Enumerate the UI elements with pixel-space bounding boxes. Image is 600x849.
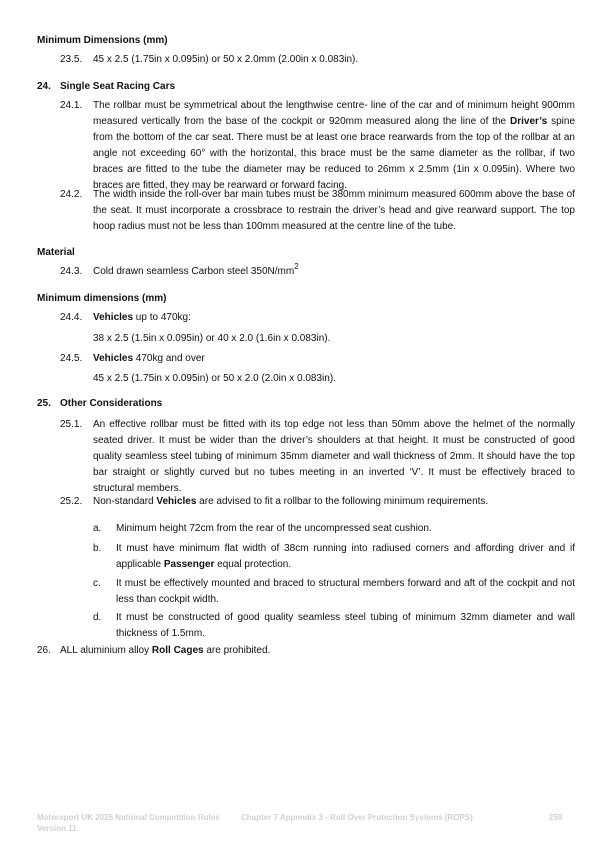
item-text-24-1	[93, 98, 575, 194]
text-part: are advised to fit a rollbar to the following minimum requirements.	[196, 496, 489, 507]
bold-term-vehicles: Vehicles	[93, 312, 134, 323]
heading-material: Material	[37, 247, 75, 258]
bold-term-vehicles: Vehicles	[93, 353, 134, 364]
item-number-24-4: 24.4.	[60, 312, 83, 323]
text-part: up to 470kg:	[133, 312, 191, 323]
item-number-24-1: 24.1.	[60, 100, 83, 111]
bold-term-roll-cages: Roll Cages	[151, 645, 204, 656]
footer-chapter-title: Chapter 7 Appendix 3 - Roll Over Protection Systems (ROPS)	[241, 813, 473, 822]
item-detail-24-4: 38 x 2.5 (1.5in x 0.095in) or 40 x 2.0 (1.6in x 0.083in).	[93, 333, 331, 344]
sub-item-letter-d: d.	[93, 612, 102, 623]
text-part: 470kg and over	[133, 353, 205, 364]
heading-minimum-dimensions: Minimum Dimensions (mm)	[37, 35, 168, 46]
section-title-24: Single Seat Racing Cars	[60, 81, 176, 92]
text-part: Non-standard	[93, 496, 157, 507]
bold-term-vehicles: Vehicles	[156, 496, 197, 507]
sub-item-letter-c: c.	[93, 578, 101, 589]
item-text-24-3	[93, 264, 575, 280]
item-number-24-2: 24.2.	[60, 189, 83, 200]
item-number-25-1: 25.1.	[60, 419, 83, 430]
item-detail-24-5: 45 x 2.5 (1.75in x 0.095in) or 50 x 2.0 (2.0in x 0.083in).	[93, 373, 336, 384]
bold-term-passenger: Passenger	[163, 559, 215, 570]
text-part: Cold drawn seamless Carbon steel 350N/mm	[93, 266, 295, 277]
text-part: equal protection.	[214, 559, 292, 570]
footer-document-title	[37, 812, 220, 834]
item-text-25-1: An effective rollbar must be fitted with its top edge not less than 50mm above the helmet of the normally seated driver. It must be wider than the driver’s shoulders at that height. It must be constructed of good quality seamless steel tubing of minimum 35mm diameter and wall thickness of 2mm. It should have the top bar straight or slightly curved but no tubes meeting in an inverted ‘V’. It must be effectively braced to structural members.	[93, 419, 575, 494]
sub-item-text-c: It must be effectively mounted and braced to structural members forward and aft of the cockpit and not less than cockpit width.	[116, 578, 575, 605]
sub-item-letter-a: a.	[93, 523, 102, 534]
sub-item-text-d: It must be constructed of good quality seamless steel tubing of minimum 32mm diameter and wall thickness of 1.5mm.	[116, 612, 575, 639]
item-text-24-4	[93, 310, 575, 326]
section-number-25: 25.	[37, 398, 51, 409]
text-part: spine from the bottom of the car seat. There must be at least one brace rearwards from the top of the rollbar at an angle not exceeding 60° with the horizontal, this brace must be the same diameter as the rollbar, if two braces are fitted to the tube the diameter may be reduced to 26mm x 2.5mm (1in x 0.095in). Where two braces are fitted, they may be rearward or forward facing.	[93, 116, 576, 191]
item-text-25-2	[93, 494, 575, 510]
item-number-25-2: 25.2.	[60, 496, 83, 507]
item-text-23-5: 45 x 2.5 (1.75in x 0.095in) or 50 x 2.0mm (2.00in x 0.083in).	[93, 54, 359, 65]
text-part: It must have minimum flat width of 38cm running into radiused corners and affording driver and if applicable	[116, 543, 575, 570]
sub-item-text-b	[116, 541, 575, 573]
superscript: 2	[294, 262, 299, 271]
item-number-24-3: 24.3.	[60, 266, 83, 277]
section-title-25: Other Considerations	[60, 398, 163, 409]
text-part: The rollbar must be symmetrical about the lengthwise centre- line of the car and of minimum height 900mm measured vertically from the base of the cockpit or 920mm measured along the line of the	[93, 100, 575, 127]
section-number-26: 26.	[37, 645, 51, 656]
footer-line-2: Version 11	[37, 824, 77, 833]
heading-minimum-dimensions-2: Minimum dimensions (mm)	[37, 293, 167, 304]
item-number-24-5: 24.5.	[60, 353, 83, 364]
item-text-24-5	[93, 351, 575, 367]
section-text-26	[60, 643, 575, 659]
sub-item-letter-b: b.	[93, 543, 102, 554]
footer-line-1: Motorsport UK 2025 National Competition Rules	[37, 813, 220, 822]
item-number-23-5: 23.5.	[60, 54, 83, 65]
bold-term-driver: Driver’s	[509, 116, 548, 127]
section-number-24: 24.	[37, 81, 51, 92]
text-part: are prohibited.	[203, 645, 271, 656]
text-part: ALL aluminium alloy	[60, 645, 152, 656]
sub-item-text-a: Minimum height 72cm from the rear of the uncompressed seat cushion.	[116, 523, 432, 534]
footer-page-number: 259	[549, 813, 563, 822]
item-text-24-2: The width inside the roll-over bar main tubes must be 380mm minimum measured 600mm above the base of the seat. It must incorporate a crossbrace to restrain the driver’s head and give rearward support. The top hoop radius must not be less than 100mm measured at the centre line of the tube.	[93, 189, 575, 232]
